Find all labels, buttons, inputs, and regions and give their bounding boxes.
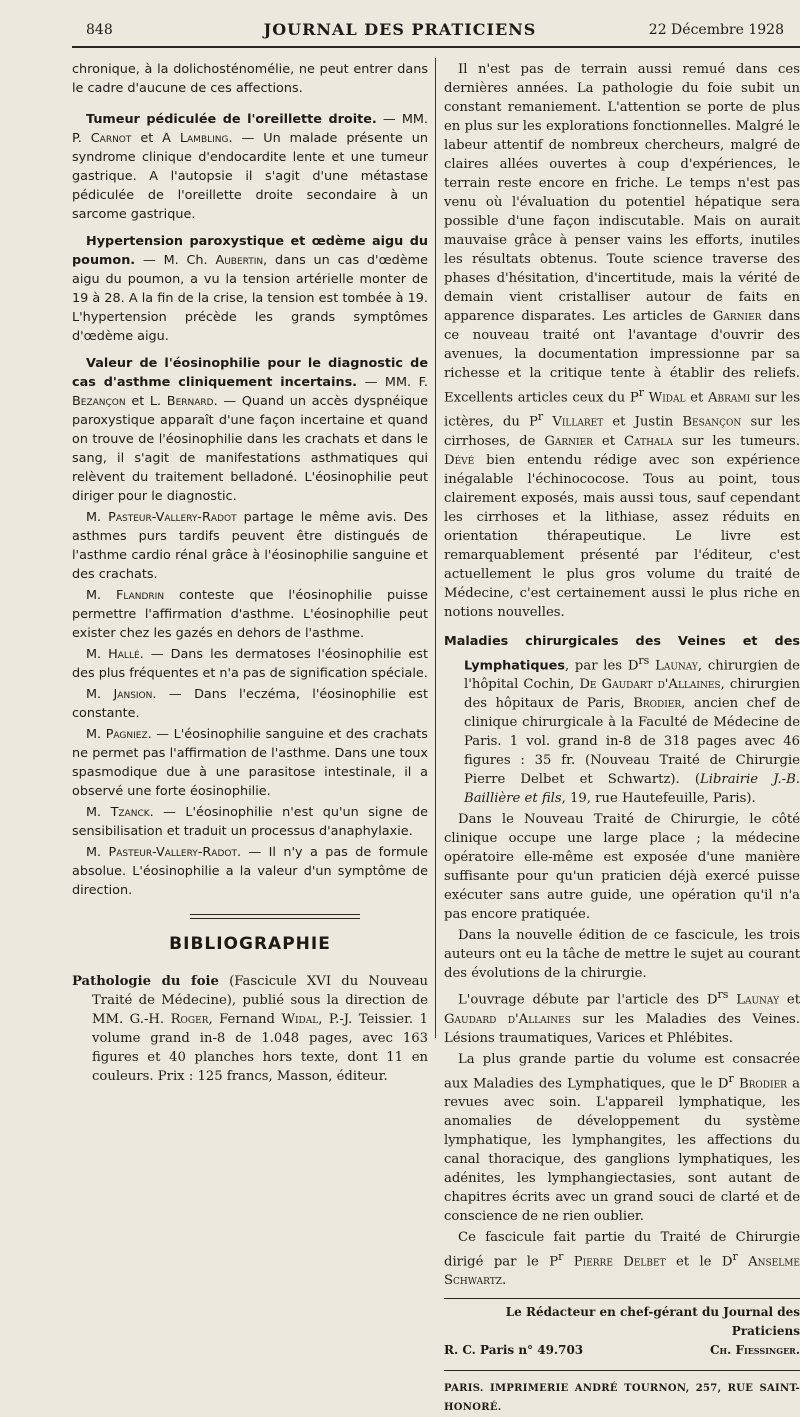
article-paragraph [72, 232, 428, 346]
text-run: , ancien chef de clinique chirurgicale à la Faculté de Médecine de Paris. 1 vol. grand in-8 de 318 pages avec 46 figures : 35 fr. (Nouveau Traité de Chirurgie Pierre Delbet et Schwartz). ( [464, 696, 800, 788]
superscript: rs [638, 653, 650, 667]
discussion-paragraph [72, 725, 428, 801]
text-run: . — L'éosinophilie sanguine et des crachats ne permet pas l'affirmation de l'asthme. Dans une toux spasmodique due à une parasitose intestinale, il a observé une forte éosinophilie. [72, 727, 428, 799]
text-run: L'ouvrage débute par l'article des D [458, 992, 718, 1008]
author-name: Abrami [708, 390, 751, 406]
text-run: , P.-J. Teissier. 1 volume grand in-8 de 1.048 pages, avec 163 figures et 40 planches hors texte, dont 11 en couleurs. Prix : 125 francs, Masson, éditeur. [92, 1012, 428, 1084]
section-separator [190, 914, 360, 919]
speaker-name: Pasteur-Vallery-Radot [108, 845, 237, 860]
text-run: (Fascicule XVI du Nouveau Traité de Médecine), publié sous la direction de MM. G.-H. [92, 974, 428, 1027]
review-paragraph [444, 1228, 800, 1290]
text-run: et [779, 992, 800, 1008]
text-run: , par les D [564, 658, 639, 674]
author-name: Widal [281, 1012, 319, 1027]
right-column [444, 60, 800, 1417]
author-name: Lambling [179, 131, 229, 146]
superscript: r [638, 386, 644, 399]
text-run: . — Il n'y a pas de formule absolue. L'éosinophilie a la valeur d'un symptôme de direction. [72, 845, 428, 898]
text-run: et [685, 390, 708, 406]
text-run: a revues avec soin. L'appareil lymphatique, les anomalies de développement du système lymphatique, les lymphangites, les affections du canal thoracique, des ganglions lymphatiques, les adénites, les lymphangiectasies, sont autant de chapitres écrits avec un grand souci de clarté et de conscience de ne rien oublier. [444, 1075, 800, 1224]
book-title: Pathologie du foie [72, 974, 219, 989]
text-run: M. [86, 647, 109, 662]
author-name: Roger [170, 1012, 209, 1027]
speaker-name: Tzanck [110, 805, 150, 820]
author-name: Pierre Delbet [563, 1254, 666, 1270]
text-run: . — Un malade présente un syndrome clinique d'endocardite lente et une tumeur gastrique. A l'autopsie il s'agit d'une métastase pédiculée de l'oreillette droite secondaire à un sarcome gastrique. [72, 131, 428, 222]
signature-rule [444, 1298, 800, 1299]
author-name: De Gaudart d'Allaines [579, 677, 721, 693]
speaker-name: Pasteur-Vallery-Radot [108, 510, 237, 525]
author-name: Brodier [733, 1075, 787, 1091]
speaker-name: Jansion [113, 687, 153, 702]
text-run: sur les Maladies des Veines. Lésions traumatiques, Varices et Phlébites. [444, 1011, 800, 1046]
column-divider [435, 58, 436, 1038]
section-title: BIBLIOGRAPHIE [169, 934, 331, 954]
text-run: M. [86, 727, 106, 742]
text-run: M. [86, 510, 109, 525]
superscript: r [537, 410, 544, 424]
text-run: , dans un cas d'œdème aigu du poumon, a vu la tension artérielle monter de 19 à 28. A la fin de la crise, la tension est tombée à 19. L'hypertension précède les grands symptômes d'œdème aigu. [72, 253, 428, 344]
text-run: et [592, 433, 624, 449]
editor-name: Ch. Fiessinger. [709, 1343, 800, 1358]
text-run: conteste que l'éosinophilie puisse permettre l'affirmation d'asthme. L'éosinophilie peut exister chez les gazés en dehors de l'asthme. [72, 588, 428, 641]
text-run: et L. [125, 394, 167, 409]
article-paragraph [72, 354, 428, 506]
editor-signature [444, 1341, 800, 1360]
text-run: , Fernand [208, 1012, 282, 1027]
author-name: Launay [728, 992, 780, 1008]
issue-date: 22 Décembre 1928 [648, 22, 784, 38]
author-name: Bezançon [72, 394, 126, 409]
text-run: — MM. F. [357, 375, 428, 390]
publisher: Librairie J.-B. Baillière et fils [464, 772, 800, 807]
superscript: r [728, 1071, 734, 1085]
speaker-name: Pagniez [105, 727, 148, 742]
review-paragraph [444, 1050, 800, 1226]
article-paragraph [72, 110, 428, 224]
text-run: Il n'est pas de terrain aussi remué dans ces dernières années. La pathologie du foie subit un constant remaniement. L'attention se porte de plus en plus sur les explorations fonctionnelles. Malgré le labeur attentif de nombreux chercheurs, malgré de claires allées ouvertes à coup d'expériences, le terrain reste encore en friche. Le temps n'est pas venu où l'évaluation du potentiel hépatique sera possible d'une façon indiscutable. Mais on aurait mauvaise grâce à penser vains les efforts, inutiles les résultats obtenus. Toute science traverse des phases d'hésitation, d'incertitude, mais la vérité de demain vient cristalliser autour de faits en apparence disparates. Les articles de [444, 62, 800, 324]
author-name: Garnier [712, 309, 762, 324]
text-run: , chirurgien de l'hôpital Cochin, [464, 658, 800, 693]
author-name: Dévé [444, 452, 475, 468]
author-name: Gaudard d'Allaines [444, 1011, 571, 1027]
discussion-paragraph [72, 508, 428, 584]
author-name: Cathala [623, 433, 673, 449]
discussion-paragraph [72, 843, 428, 900]
text-run: M. [86, 588, 117, 603]
speaker-name: Flandrin [116, 588, 165, 603]
superscript: r [732, 1249, 738, 1263]
text-run: . — Dans l'eczéma, l'éosinophilie est constante. [72, 687, 428, 721]
author-name: Garnier [544, 433, 593, 449]
superscript: r [558, 1249, 564, 1263]
article-heading: Hypertension paroxystique et œdème aigu du poumon. [72, 234, 428, 268]
author-name: Widal [643, 390, 686, 406]
text-run: . [501, 1273, 507, 1289]
text-run: M. [86, 805, 111, 820]
author-name: Besançon [682, 414, 742, 430]
text-run: Ce fascicule fait partie du Traité de Chirurgie dirigé par le P [444, 1229, 800, 1270]
text-run: — MM. P. [72, 112, 428, 146]
text-run: sur les ictères, du P [444, 390, 800, 430]
bibliography-entry [444, 632, 800, 808]
article-heading: Valeur de l'éosinophilie pour le diagnostic de cas d'asthme cliniquement incertains. [72, 356, 428, 390]
author-name: Carnot [90, 131, 132, 146]
review-paragraph [444, 985, 800, 1047]
text-run: La plus grande partie du volume est consacrée aux Maladies des Lymphatiques, que le D [444, 1051, 800, 1091]
page-header [0, 18, 800, 44]
paragraph: chronique, à la dolichosténomélie, ne peut entrer dans le cadre d'aucune de ces affections. [72, 62, 428, 96]
text-run: M. [86, 687, 114, 702]
author-name: Aubertin [215, 253, 264, 268]
text-run: sur les cirrhoses, de [444, 414, 800, 449]
text-run: . — Quand un accès dyspnéique paroxystique apparaît d'une façon incertaine et quand on trouve de l'éosinophilie dans les crachats et dans le sang, il s'agit de manifestations asthmatiques qui relèvent du traitement belladoné. L'éosinophilie peut diriger pour le diagnostic. [72, 394, 428, 504]
left-column [72, 60, 428, 1088]
discussion-paragraph [72, 803, 428, 841]
journal-title: JOURNAL DES PRATICIENS [263, 20, 537, 39]
review-paragraph: Dans la nouvelle édition de ce fascicule, les trois auteurs ont eu la tâche de mettre le sujet au courant des évolutions de la chirurgie. [444, 928, 800, 982]
author-name: Bernard [166, 394, 214, 409]
page-number: 848 [86, 22, 113, 38]
text-run: sur les tumeurs. [672, 433, 800, 449]
discussion-paragraph [72, 685, 428, 723]
discussion-paragraph [72, 645, 428, 683]
text-run: , 19, rue Hautefeuille, Paris). [561, 791, 756, 807]
text-run: , chirurgien des hôpitaux de Paris, [464, 677, 800, 712]
author-name: Brodier [633, 696, 682, 712]
text-run: bien entendu rédige avec son expérience inégalable l'échinococose. Tous au point, tous clairement exposés, mais aussi tous, sauf cependant les cirrhoses et la lithiase, assez réduits en orientation thérapeutique. Le livre est remarquablement présenté par l'éditeur, c'est actuellement le plus gros volume du traité de Médecine, c'est certainement aussi le plus riche en notions nouvelles. [444, 452, 800, 620]
registration-number: R. C. Paris n° 49.703 [444, 1343, 584, 1358]
review-paragraph: Dans le Nouveau Traité de Chirurgie, le côté clinique occupe une large place ; la médecine opératoire elle-même est exposée d'une manière suffisante pour qu'un praticien déjà exercé puisse exécuter sans autre guide, une opération qu'il n'a pas encore pratiquée. [444, 812, 800, 923]
text-run: dans ce nouveau traité ont l'avantage d'ouvrir des avenues, la documentation impressionne par sa richesse et la critique tente à établir des reliefs. Excellents articles ceux du P [444, 309, 800, 406]
printer-imprint: PARIS. IMPRIMERIE ANDRÉ TOURNON, 257, RUE SAINT-HONORÉ. [444, 1370, 800, 1417]
discussion-paragraph [72, 586, 428, 643]
text-run: et A [131, 131, 180, 146]
text-run: . — Dans les dermatoses l'éosinophilie est des plus fréquentes et n'a pas de signification spéciale. [72, 647, 428, 681]
superscript: rs [717, 988, 729, 1002]
editor-credit: Le Rédacteur en chef-gérant du Journal des Praticiens [505, 1305, 800, 1339]
speaker-name: Hallé [108, 647, 140, 662]
text-run: — M. Ch. [135, 253, 216, 268]
text-run: partage le même avis. Des asthmes purs tardifs peuvent être distingués de l'asthme cardio rénal grâce à l'éosinophilie sanguine et des crachats. [72, 510, 428, 582]
text-run: et le D [665, 1254, 733, 1270]
author-name: Launay [649, 658, 698, 674]
text-run: et Justin [603, 414, 683, 430]
article-heading: Tumeur pédiculée de l'oreillette droite. [86, 112, 377, 127]
review-paragraph [444, 60, 800, 622]
text-run: . — L'éosinophilie n'est qu'un signe de sensibilisation et traduit un processus d'anaphylaxie. [72, 805, 428, 839]
header-rule [72, 46, 800, 48]
author-name: Villaret [543, 414, 604, 430]
author-name: Anselme Schwartz [444, 1254, 800, 1289]
bibliography-entry [72, 972, 428, 1086]
book-title: Maladies chirurgicales des Veines et des Lymphatiques [444, 633, 800, 674]
text-run: M. [86, 845, 109, 860]
